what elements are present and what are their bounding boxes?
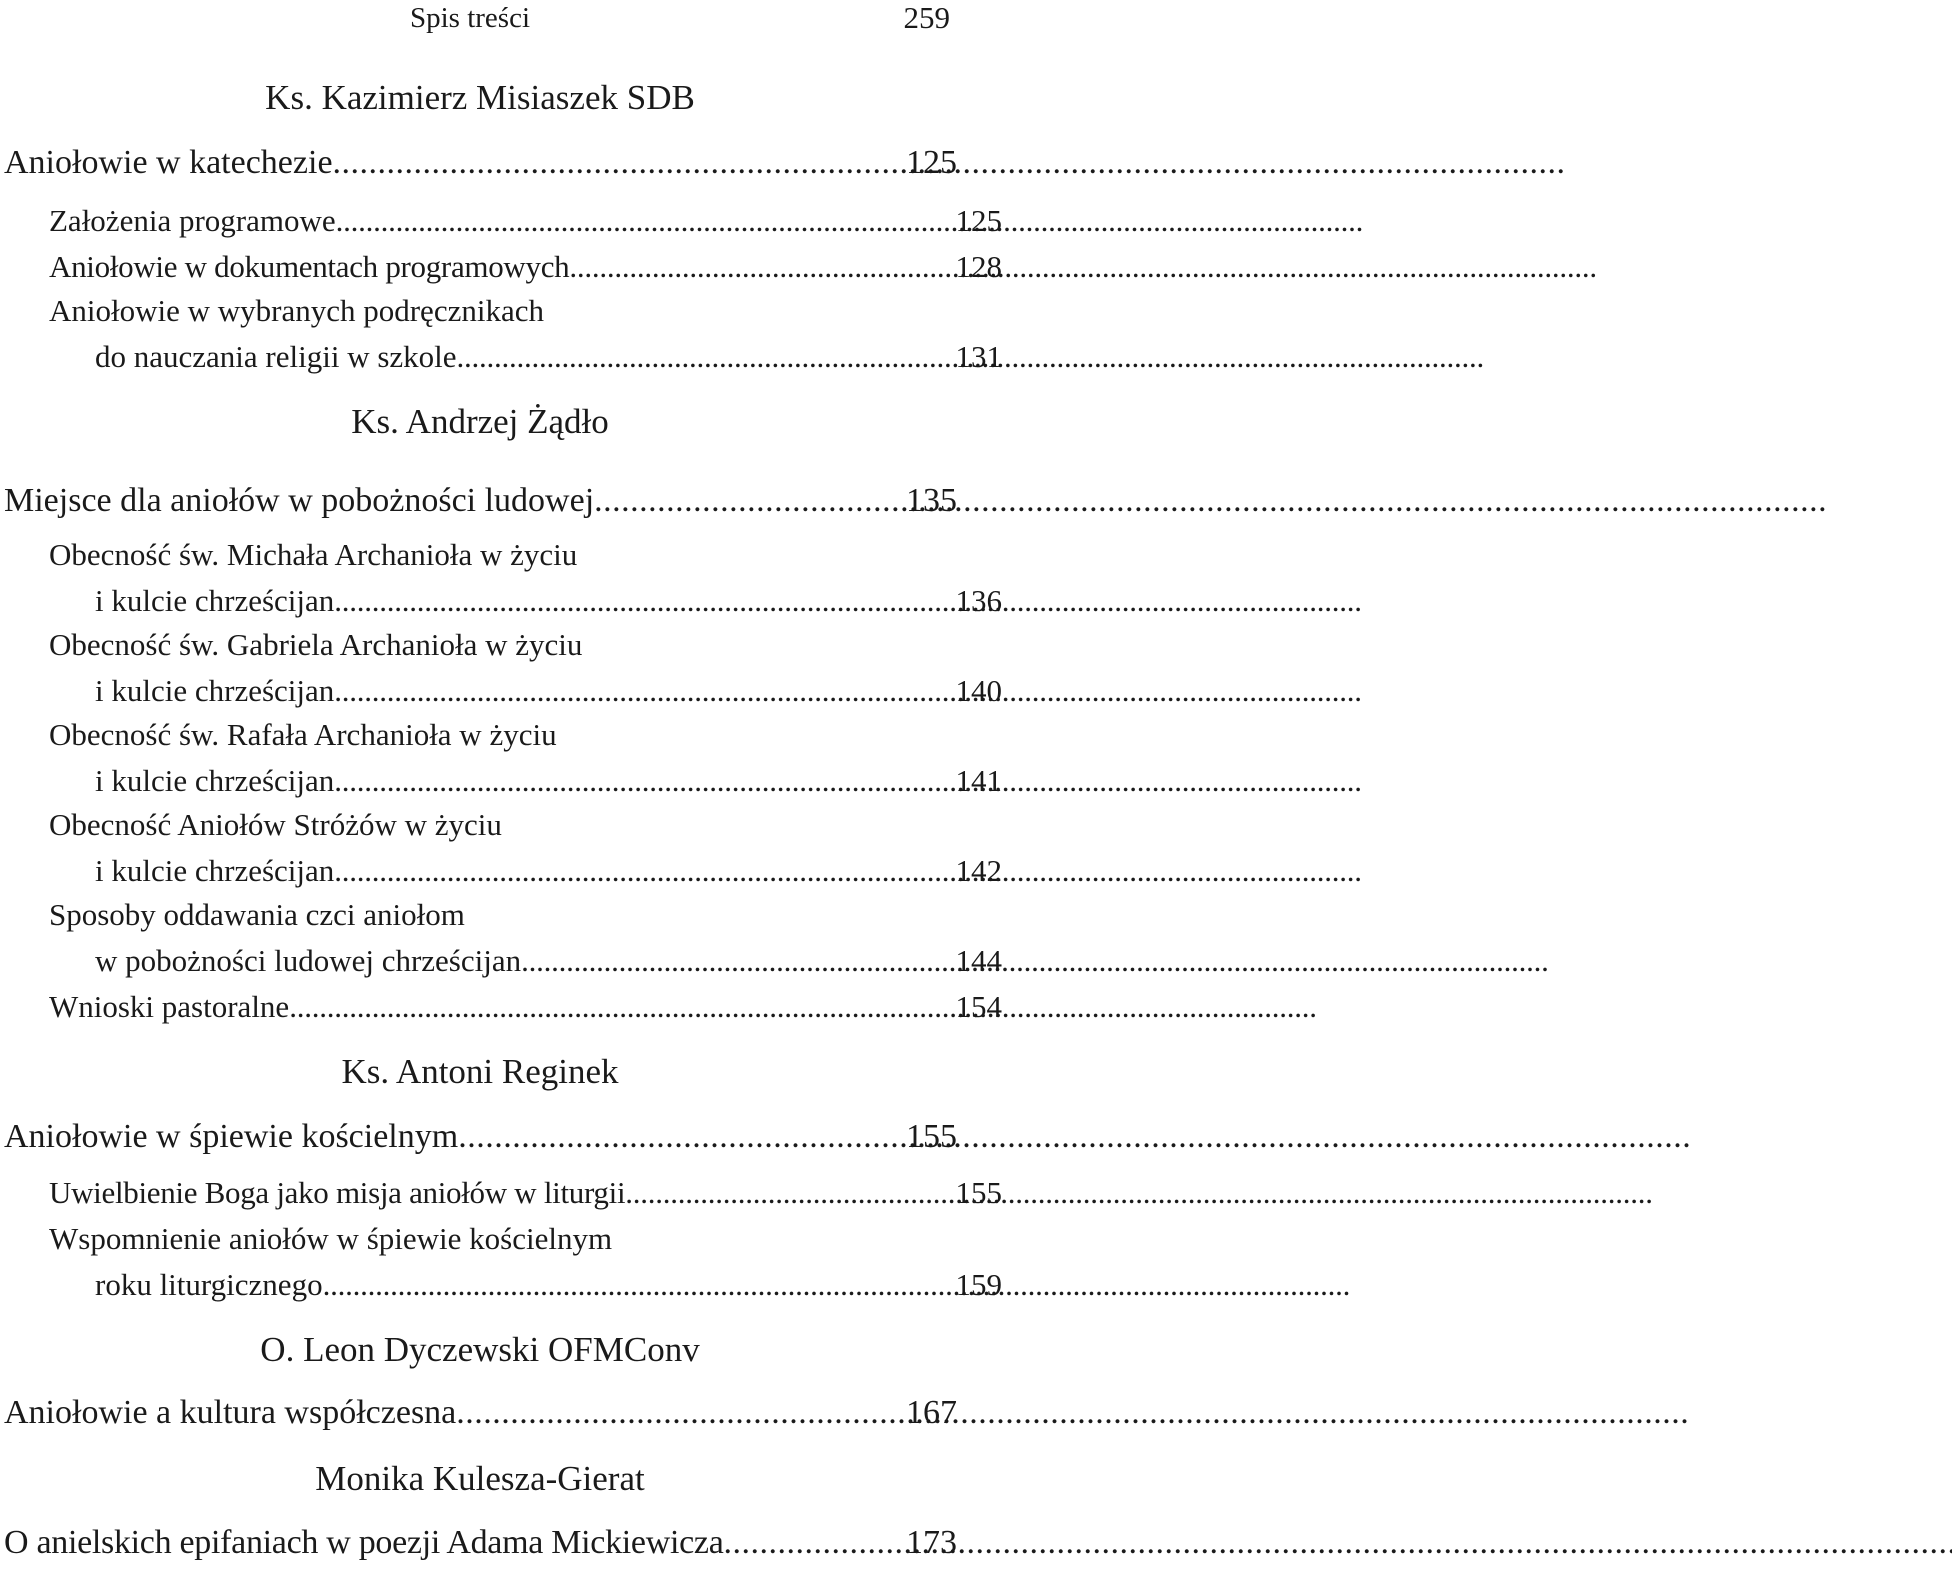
subsection-entry (0, 1216, 1002, 1308)
section-author: Ks. Andrzej Żądło (351, 402, 609, 441)
subsection-entry (0, 532, 1002, 624)
subsection-page: 142 (955, 853, 1002, 888)
chapter-entry (0, 1116, 957, 1158)
dot-leader (521, 938, 952, 984)
subsection-title-line: i kulcie chrześcijan (95, 673, 335, 708)
dot-leader (334, 758, 952, 804)
chapter-page: 155 (906, 1118, 957, 1155)
subsection-title-line: i kulcie chrześcijan (95, 583, 335, 618)
subsection-title-line: i kulcie chrześcijan (95, 853, 335, 888)
dot-leader (457, 334, 953, 380)
subsection-entry (0, 1170, 1002, 1216)
dot-leader (625, 1170, 952, 1216)
running-head (0, 0, 960, 40)
dot-leader (333, 142, 903, 184)
dot-leader (724, 1522, 904, 1564)
dot-leader (456, 1392, 903, 1434)
chapter-entry (0, 480, 957, 522)
chapter-title: Aniołowie w katechezie (4, 144, 333, 181)
subsection-entry (0, 622, 1002, 714)
subsection-entry (0, 802, 1002, 894)
subsection-title: Wnioski pastoralne (49, 989, 290, 1024)
dot-leader (336, 198, 953, 244)
chapter-entry (0, 1392, 957, 1434)
subsection-title-line: w pobożności ludowej chrześcijan (95, 943, 522, 978)
subsection-title-line: Wspomnienie aniołów w śpiewie kościelnym (49, 1221, 613, 1256)
dot-leader (323, 1262, 953, 1308)
dot-leader (289, 984, 952, 1030)
subsection-page: 141 (955, 763, 1002, 798)
subsection-page: 140 (955, 673, 1002, 708)
dot-leader (334, 848, 952, 894)
subsection-title-line: Aniołowie w wybranych podręcznikach (49, 293, 544, 328)
subsection-entry (0, 984, 1002, 1030)
dot-leader (594, 480, 903, 522)
dot-leader (458, 1116, 903, 1158)
subsection-page: 159 (955, 1267, 1002, 1302)
subsection-title-line: Obecność Aniołów Stróżów w życiu (49, 807, 502, 842)
running-head-title: Spis treści (410, 2, 531, 34)
subsection-title-line: i kulcie chrześcijan (95, 763, 335, 798)
subsection-title: Uwielbienie Boga jako misja aniołów w liturgii (49, 1175, 626, 1210)
subsection-page: 155 (955, 1175, 1002, 1210)
subsection-page: 144 (955, 943, 1002, 978)
chapter-entry (0, 1522, 957, 1564)
subsection-entry (0, 288, 1002, 380)
chapter-page: 135 (906, 482, 957, 519)
subsection-title-line: Obecność św. Gabriela Archanioła w życiu (49, 627, 583, 662)
subsection-page: 154 (955, 989, 1002, 1024)
dot-leader (334, 578, 952, 624)
subsection-entry (0, 198, 1002, 244)
chapter-page: 125 (906, 144, 957, 181)
page-number: 259 (903, 0, 950, 35)
subsection-title: Aniołowie w dokumentach programowych (49, 249, 570, 284)
section-author: O. Leon Dyczewski OFMConv (260, 1330, 700, 1369)
chapter-title: Aniołowie a kultura współczesna (4, 1394, 457, 1431)
subsection-title-line: Obecność św. Michała Archanioła w życiu (49, 537, 578, 572)
chapter-page: 173 (906, 1524, 957, 1561)
subsection-page: 128 (955, 249, 1002, 284)
chapter-title: O anielskich epifaniach w poezji Adama Mickiewicza (4, 1524, 724, 1561)
subsection-title-line: Sposoby oddawania czci aniołom (49, 897, 465, 932)
subsection-entry (0, 244, 1002, 290)
chapter-entry (0, 142, 957, 184)
chapter-page: 167 (906, 1394, 957, 1431)
subsection-entry (0, 712, 1002, 804)
subsection-title-line: roku liturgicznego (95, 1267, 323, 1302)
dot-leader (569, 244, 952, 290)
subsection-entry (0, 892, 1002, 984)
chapter-title: Aniołowie w śpiewie kościelnym (4, 1118, 459, 1155)
chapter-title: Miejsce dla aniołów w pobożności ludowej (4, 482, 595, 519)
dot-leader (334, 668, 952, 714)
subsection-title: Założenia programowe (49, 203, 336, 238)
section-author: Ks. Kazimierz Misiaszek SDB (265, 78, 695, 117)
section-author: Ks. Antoni Reginek (341, 1052, 619, 1091)
subsection-page: 136 (955, 583, 1002, 618)
subsection-title-line: do nauczania religii w szkole (95, 339, 457, 374)
subsection-title-line: Obecność św. Rafała Archanioła w życiu (49, 717, 557, 752)
section-author: Monika Kulesza-Gierat (315, 1459, 645, 1498)
subsection-page: 131 (955, 339, 1002, 374)
subsection-page: 125 (955, 203, 1002, 238)
